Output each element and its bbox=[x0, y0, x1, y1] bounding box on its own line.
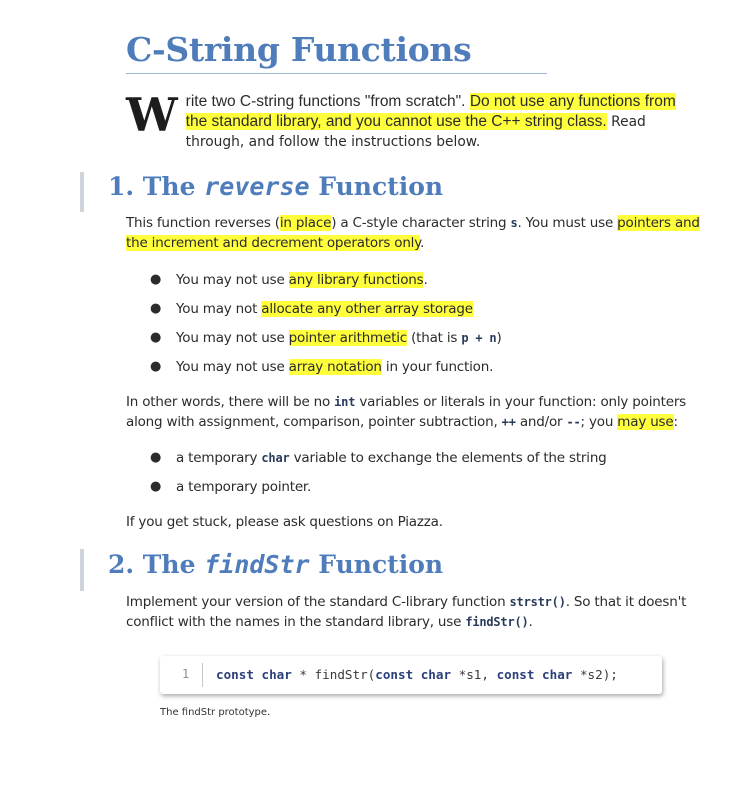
inline-code: p + n bbox=[461, 331, 497, 345]
text: Implement your version of the standard C-library function bbox=[126, 594, 510, 610]
allowed-list bbox=[150, 448, 607, 506]
text: . bbox=[420, 235, 425, 251]
text: You may not use bbox=[176, 330, 289, 346]
section-1-help: If you get stuck, please ask questions on Piazza. bbox=[126, 514, 443, 530]
text: a temporary pointer. bbox=[176, 479, 312, 495]
text: You may not use bbox=[176, 359, 289, 375]
text: and/or bbox=[515, 414, 567, 430]
section-1-title bbox=[108, 172, 443, 201]
section-2-title bbox=[108, 550, 443, 579]
text: variable to exchange the elements of the string bbox=[289, 450, 607, 466]
highlight: pointer arithmetic bbox=[288, 330, 407, 346]
restrictions-list bbox=[150, 270, 502, 386]
bullet-icon: ● bbox=[150, 301, 162, 316]
list-item bbox=[150, 328, 502, 357]
list-item bbox=[150, 299, 502, 328]
code-text: * findStr( bbox=[291, 667, 376, 682]
text: (that is bbox=[406, 330, 462, 346]
section-1-suffix: Function bbox=[318, 172, 444, 201]
page-title: C-String Functions bbox=[126, 30, 472, 69]
highlight: array notation bbox=[288, 359, 382, 375]
highlight: pointers and the increment and decrement operators only bbox=[126, 215, 700, 251]
text: This function reverses ( bbox=[126, 215, 280, 231]
list-item bbox=[150, 357, 502, 386]
inline-code: ++ bbox=[501, 415, 516, 429]
intro-highlight: Do not use any functions from the standard library, and you cannot use the C++ string class. bbox=[185, 93, 676, 130]
line-number: 1 bbox=[182, 667, 190, 681]
text: variables or literals in your function: only pointers along with assignment, comparison, pointer subtraction, bbox=[126, 394, 687, 430]
text: ) bbox=[496, 330, 502, 346]
text: In other words, there will be no bbox=[126, 394, 335, 410]
text: ; you bbox=[580, 414, 618, 430]
inline-code: char bbox=[261, 451, 290, 465]
section-1-bar bbox=[80, 172, 84, 212]
inline-code: int bbox=[334, 395, 356, 409]
intro-after: Read through, and follow the instructions below. bbox=[185, 114, 646, 150]
bullet-icon: ● bbox=[150, 330, 162, 345]
text: You may not bbox=[176, 301, 262, 317]
inline-code: s bbox=[510, 216, 518, 230]
code-line bbox=[216, 667, 618, 682]
intro-paragraph bbox=[126, 88, 701, 152]
bullet-icon: ● bbox=[150, 272, 162, 287]
highlight: allocate any other array storage bbox=[261, 301, 473, 317]
text: . You must use bbox=[517, 215, 618, 231]
text: in your function. bbox=[381, 359, 494, 375]
text: You may not use bbox=[176, 272, 289, 288]
section-2-number: 2. The bbox=[108, 550, 196, 579]
title-underline bbox=[126, 73, 547, 74]
list-item bbox=[150, 270, 502, 299]
bullet-icon: ● bbox=[150, 359, 162, 374]
section-1-function-name: reverse bbox=[204, 172, 310, 201]
text: . bbox=[423, 272, 428, 288]
intro-text: rite two C-string functions "from scratch". bbox=[185, 93, 466, 110]
text: . bbox=[528, 614, 533, 630]
code-keyword: const char bbox=[375, 667, 452, 682]
bullet-icon: ● bbox=[150, 450, 162, 465]
section-2-function-name: findStr bbox=[204, 550, 310, 579]
section-1-number: 1. The bbox=[108, 172, 196, 201]
code-keyword: const char bbox=[496, 667, 573, 682]
inline-code: strstr() bbox=[509, 595, 566, 609]
text: : bbox=[673, 414, 678, 430]
highlight: may use bbox=[617, 414, 674, 430]
list-item bbox=[150, 477, 607, 506]
code-text: *s2); bbox=[572, 667, 618, 682]
section-2-description bbox=[126, 592, 706, 632]
highlight: any library functions bbox=[288, 272, 424, 288]
text: . So that it doesn't conflict with the names in the standard library, use bbox=[126, 594, 687, 630]
bullet-icon: ● bbox=[150, 479, 162, 494]
text: a temporary bbox=[176, 450, 262, 466]
inline-code: findStr() bbox=[465, 615, 529, 629]
section-2-suffix: Function bbox=[318, 550, 444, 579]
code-text: *s1, bbox=[451, 667, 497, 682]
code-caption: The findStr prototype. bbox=[160, 707, 271, 718]
code-listing bbox=[160, 656, 662, 694]
section-1-description bbox=[126, 213, 706, 253]
code-keyword: const char bbox=[216, 667, 292, 682]
inline-code: -- bbox=[566, 415, 581, 429]
section-1-allowed-paragraph bbox=[126, 392, 706, 432]
list-item bbox=[150, 448, 607, 477]
highlight: in place bbox=[279, 215, 332, 231]
drop-cap: W bbox=[126, 88, 178, 142]
text: ) a C-style character string bbox=[331, 215, 511, 231]
gutter-divider bbox=[202, 663, 203, 687]
section-2-bar bbox=[80, 549, 84, 591]
